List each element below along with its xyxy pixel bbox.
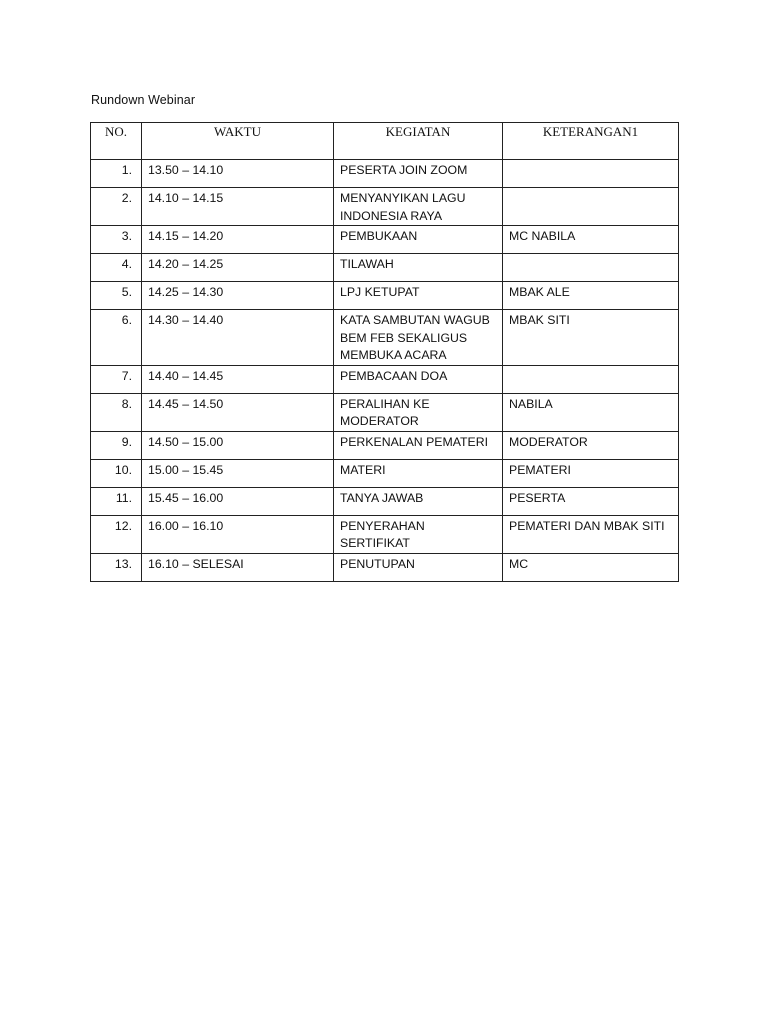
cell-keterangan: PEMATERI DAN MBAK SITI [503, 515, 679, 553]
cell-keterangan: MC NABILA [503, 226, 679, 254]
cell-waktu: 15.00 – 15.45 [142, 459, 334, 487]
cell-no: 13. [91, 553, 142, 581]
cell-kegiatan: TILAWAH [334, 254, 503, 282]
cell-keterangan [503, 365, 679, 393]
cell-kegiatan: MATERI [334, 459, 503, 487]
cell-no: 7. [91, 365, 142, 393]
cell-kegiatan: KATA SAMBUTAN WAGUB BEM FEB SEKALIGUS MEMBUKA ACARA [334, 310, 503, 366]
table-row [91, 160, 679, 188]
cell-kegiatan: TANYA JAWAB [334, 487, 503, 515]
cell-waktu: 14.45 – 14.50 [142, 393, 334, 431]
header-waktu: WAKTU [142, 123, 334, 160]
cell-kegiatan: PERKENALAN PEMATERI [334, 431, 503, 459]
table-row [91, 254, 679, 282]
table-row [91, 431, 679, 459]
cell-kegiatan: PERALIHAN KE MODERATOR [334, 393, 503, 431]
cell-kegiatan: PENYERAHAN SERTIFIKAT [334, 515, 503, 553]
cell-no: 6. [91, 310, 142, 366]
cell-kegiatan: PEMBUKAAN [334, 226, 503, 254]
document-title: Rundown Webinar [91, 93, 196, 107]
cell-no: 3. [91, 226, 142, 254]
cell-no: 4. [91, 254, 142, 282]
cell-keterangan: MODERATOR [503, 431, 679, 459]
cell-keterangan [503, 188, 679, 226]
cell-no: 11. [91, 487, 142, 515]
cell-waktu: 16.00 – 16.10 [142, 515, 334, 553]
cell-kegiatan: PESERTA JOIN ZOOM [334, 160, 503, 188]
cell-keterangan [503, 160, 679, 188]
cell-no: 10. [91, 459, 142, 487]
header-keterangan: KETERANGAN1 [503, 123, 679, 160]
table-row [91, 553, 679, 581]
table-row [91, 282, 679, 310]
cell-keterangan: MBAK ALE [503, 282, 679, 310]
cell-kegiatan: LPJ KETUPAT [334, 282, 503, 310]
cell-keterangan: PEMATERI [503, 459, 679, 487]
table-row [91, 487, 679, 515]
table-header-row [91, 123, 679, 160]
cell-keterangan: MC [503, 553, 679, 581]
cell-keterangan: PESERTA [503, 487, 679, 515]
cell-kegiatan: PENUTUPAN [334, 553, 503, 581]
table-row [91, 188, 679, 226]
header-no: NO. [91, 123, 142, 160]
table-row [91, 310, 679, 366]
cell-no: 1. [91, 160, 142, 188]
table-row [91, 226, 679, 254]
cell-no: 2. [91, 188, 142, 226]
cell-waktu: 14.10 – 14.15 [142, 188, 334, 226]
cell-keterangan: MBAK SITI [503, 310, 679, 366]
rundown-table [90, 122, 679, 582]
cell-kegiatan: MENYANYIKAN LAGU INDONESIA RAYA [334, 188, 503, 226]
table-row [91, 365, 679, 393]
cell-waktu: 14.30 – 14.40 [142, 310, 334, 366]
cell-waktu: 13.50 – 14.10 [142, 160, 334, 188]
table-row [91, 515, 679, 553]
cell-no: 5. [91, 282, 142, 310]
cell-no: 8. [91, 393, 142, 431]
cell-kegiatan: PEMBACAAN DOA [334, 365, 503, 393]
cell-keterangan: NABILA [503, 393, 679, 431]
cell-no: 9. [91, 431, 142, 459]
cell-waktu: 14.15 – 14.20 [142, 226, 334, 254]
cell-waktu: 14.25 – 14.30 [142, 282, 334, 310]
cell-waktu: 14.50 – 15.00 [142, 431, 334, 459]
header-kegiatan: KEGIATAN [334, 123, 503, 160]
table-row [91, 393, 679, 431]
cell-no: 12. [91, 515, 142, 553]
cell-waktu: 14.40 – 14.45 [142, 365, 334, 393]
cell-waktu: 15.45 – 16.00 [142, 487, 334, 515]
cell-waktu: 16.10 – SELESAI [142, 553, 334, 581]
cell-waktu: 14.20 – 14.25 [142, 254, 334, 282]
table-row [91, 459, 679, 487]
cell-keterangan [503, 254, 679, 282]
